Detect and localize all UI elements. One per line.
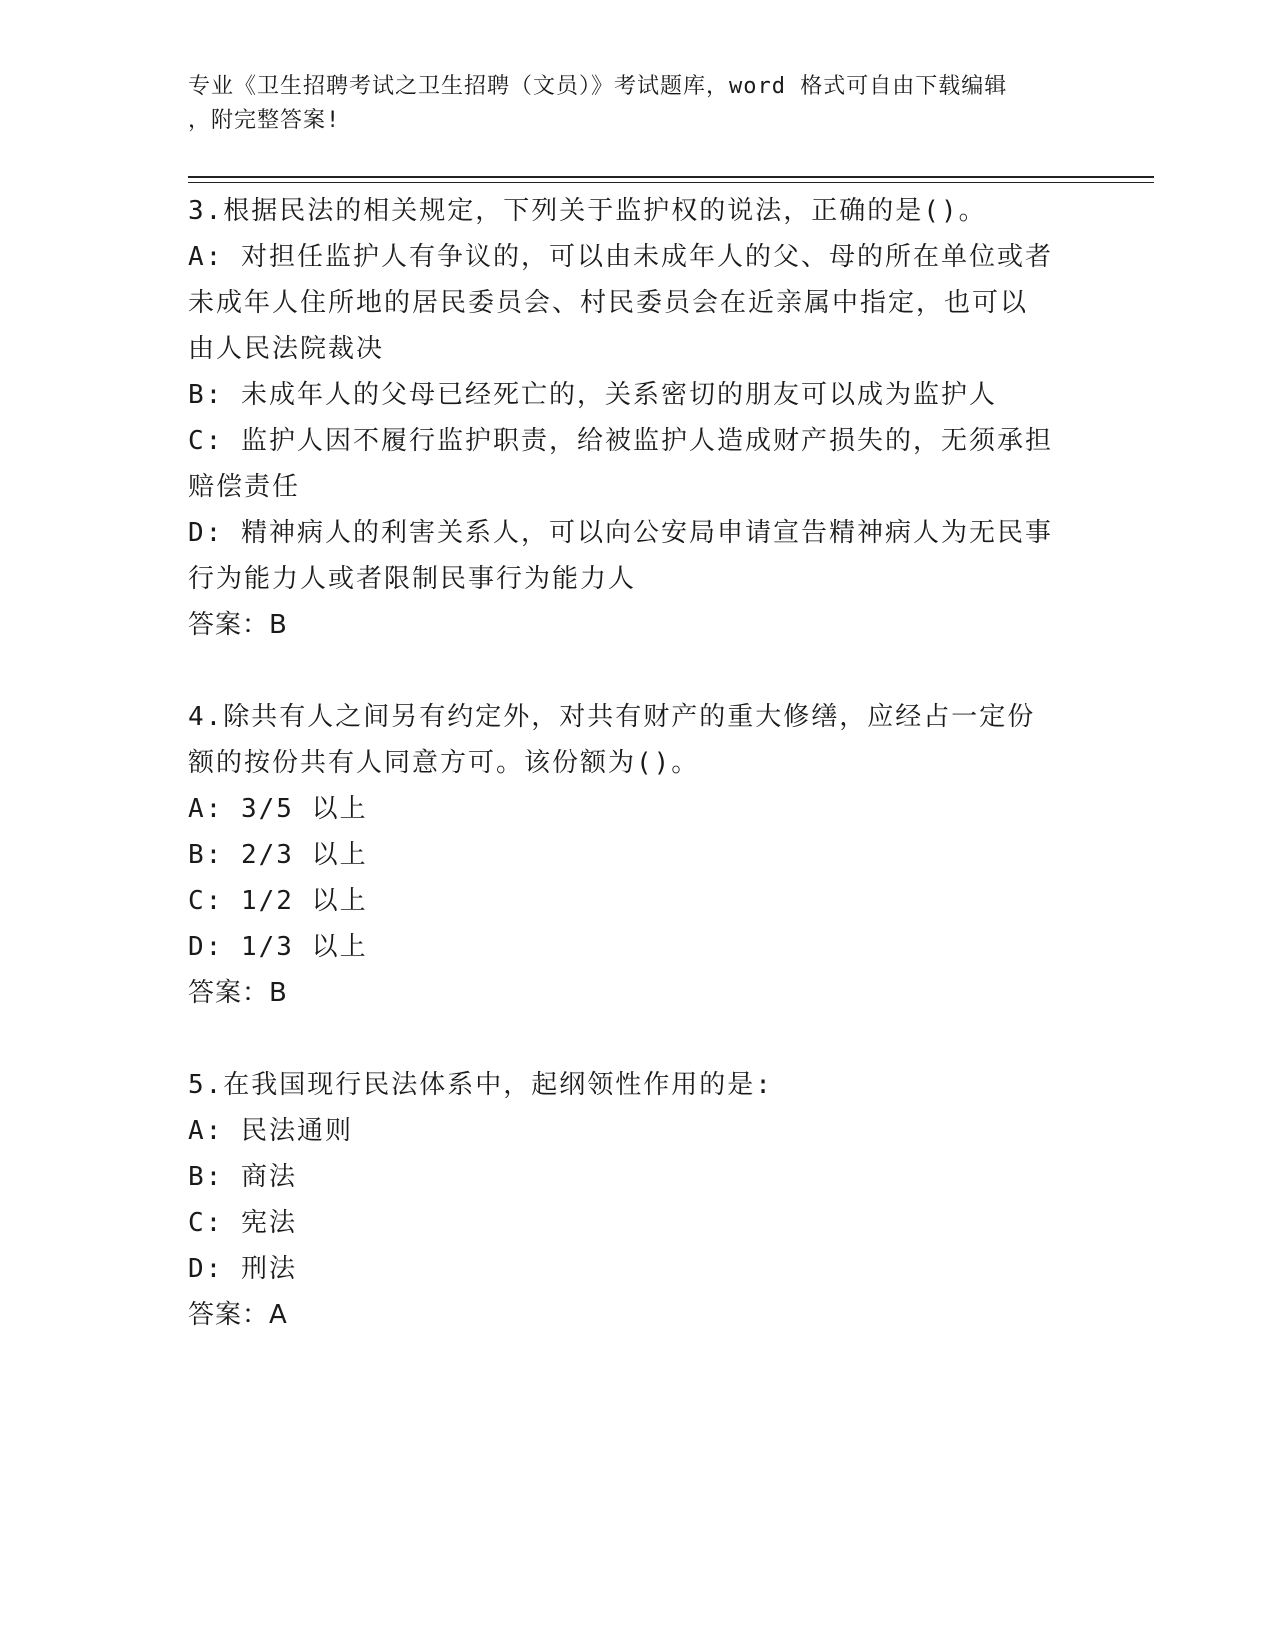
answer-option: A: 3/5 以上 [188,794,368,824]
answer-option: 由人民法院裁决 [188,334,385,364]
answer-key: 答案：A [188,1300,288,1330]
answer-option: D: 1/3 以上 [188,932,368,962]
answer-option: B: 未成年人的父母已经死亡的，关系密切的朋友可以成为监护人 [188,380,997,410]
answer-key: 答案：B [188,610,288,640]
question-stem: 额的按份共有人同意方可。该份额为()。 [188,748,700,778]
answer-option: 赔偿责任 [188,472,301,502]
header-divider-thin [188,182,1154,183]
header-line-2: ，附完整答案! [188,108,341,133]
question-stem: 3.根据民法的相关规定，下列关于监护权的说法，正确的是()。 [188,196,987,226]
question-stem: 5.在我国现行民法体系中，起纲领性作用的是: [188,1070,773,1100]
answer-option: 行为能力人或者限制民事行为能力人 [188,564,637,594]
answer-option: A: 对担任监护人有争议的，可以由未成年人的父、母的所在单位或者 [188,242,1053,272]
answer-option: B: 2/3 以上 [188,840,368,870]
answer-option: C: 1/2 以上 [188,886,368,916]
question-stem: 4.除共有人之间另有约定外，对共有财产的重大修缮，应经占一定份 [188,702,1036,732]
header-line-1: 专业《卫生招聘考试之卫生招聘（文员）》考试题库，word 格式可自由下载编辑 [188,74,1008,99]
answer-option: C: 宪法 [188,1208,297,1238]
question-block [188,188,1088,648]
answer-key: 答案：B [188,978,288,1008]
question-block [188,1062,1088,1338]
question-list [188,188,1088,1338]
answer-option: B: 商法 [188,1162,297,1192]
document-header [188,70,1068,138]
header-divider-thick [188,176,1154,178]
answer-option: A: 民法通则 [188,1116,353,1146]
answer-option: 未成年人住所地的居民委员会、村民委员会在近亲属中指定，也可以 [188,288,1029,318]
answer-option: C: 监护人因不履行监护职责，给被监护人造成财产损失的，无须承担 [188,426,1053,456]
answer-option: D: 精神病人的利害关系人，可以向公安局申请宣告精神病人为无民事 [188,518,1053,548]
question-block [188,694,1088,1016]
answer-option: D: 刑法 [188,1254,297,1284]
